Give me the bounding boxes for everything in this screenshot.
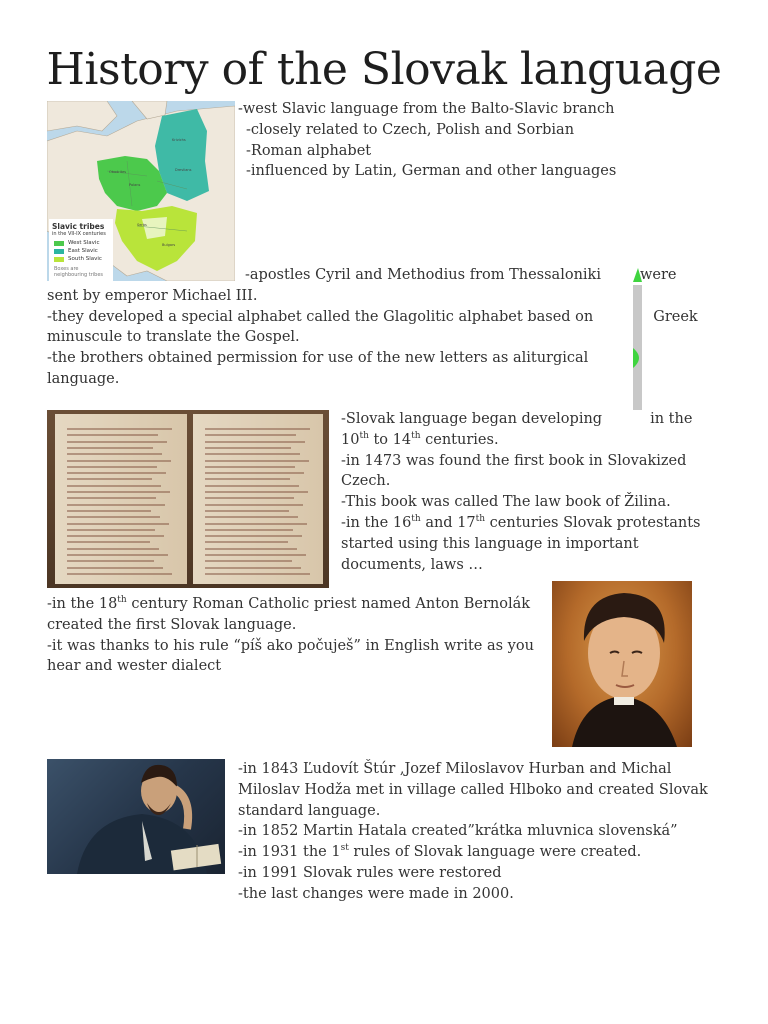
handwriting-line: [67, 573, 172, 575]
section-origin-text: [238, 99, 616, 182]
handwriting-line: [205, 434, 296, 436]
stur-painting-image: [47, 759, 225, 874]
svg-text:Polans: Polans: [129, 183, 141, 187]
handwriting-line: [205, 567, 301, 569]
handwriting-line: [67, 535, 164, 537]
text-line: documents, laws …: [341, 556, 483, 573]
handwriting-line: [67, 510, 151, 512]
handwriting-line: [67, 460, 171, 462]
text-line: started using this language in important: [341, 535, 639, 552]
slavic-tribes-map-image: [47, 101, 235, 281]
handwriting-line: [205, 510, 289, 512]
handwriting-line: [67, 523, 169, 525]
handwriting-line: [205, 541, 288, 543]
painting-drawing: [47, 759, 225, 874]
legend-note: Boxes are neighbouring tribes: [54, 266, 104, 278]
handwriting-line: [205, 573, 310, 575]
text-line: -the brothers obtained permission for use of the new letters as aliturgical: [47, 350, 589, 367]
handwriting-line: [67, 447, 153, 449]
text-line: -they developed a special alphabet called the Glagolitic alphabet based on: [47, 308, 594, 325]
section-development-text: -Slovak language began developing in the 10th to 14th centuries. -in 1473 was found the first book in Slovakized Czech. -This book was called The law book of Žilina. -in the 16th and 17th centuries Slovak protestants started using this language in important documents, laws …: [341, 409, 701, 575]
text-line: language.: [47, 370, 120, 387]
handwriting-line: [205, 428, 310, 430]
svg-text:Obodrites: Obodrites: [109, 170, 127, 174]
text-line: -Slovak language began developing: [341, 411, 603, 427]
handwriting-line: [205, 447, 291, 449]
handwriting-line: [205, 548, 297, 550]
legend-item-south: South Slavic: [54, 256, 113, 263]
handwriting-line: [205, 497, 294, 499]
svg-text:Drevlians: Drevlians: [175, 168, 192, 172]
text-line: Czech.: [341, 473, 391, 490]
handwriting-line: [67, 428, 172, 430]
section-bernolak-text: [47, 594, 534, 677]
handwriting-line: [205, 460, 309, 462]
handwriting-line: [205, 485, 299, 487]
text-line: -This book was called The law book of Žilina.: [341, 494, 671, 511]
section-cyril-methodius-text: -apostles Cyril and Methodius from Thessaloniki were sent by emperor Michael III. -they developed a special alphabet called the Glagolitic alphabet based on Greek minuscule to translate the Gospel. -the brothers obtained permission for use of the new letters as aliturgical language.: [47, 265, 698, 390]
svg-text:Krivichs: Krivichs: [172, 138, 186, 142]
handwriting-line: [67, 504, 165, 506]
legend-item-east: East Slavic: [54, 248, 113, 255]
handwriting-line: [67, 453, 162, 455]
text-line: -the last changes were made in 2000.: [238, 885, 514, 902]
bernolak-portrait-image: [552, 581, 692, 747]
text-line: standard language.: [238, 802, 381, 819]
legend-item-west: West Slavic: [54, 240, 113, 247]
svg-text:Serbs: Serbs: [137, 223, 147, 227]
text-line: -it was thanks to his rule “píš ako počuješ” in English write as you: [47, 637, 534, 654]
handwriting-line: [205, 472, 304, 474]
handwriting-line: [205, 560, 292, 562]
handwriting-line: [205, 491, 308, 493]
legend-subtitle: in the VII-IX centuries: [52, 231, 106, 237]
handwriting-line: [205, 453, 300, 455]
handwriting-line: [205, 504, 303, 506]
text-line: -apostles Cyril and Methodius from Thessaloniki: [245, 267, 601, 283]
text-line: hear and wester dialect: [47, 658, 222, 675]
handwriting-line: [67, 567, 163, 569]
handwriting-line: [67, 529, 155, 531]
handwriting-line: [67, 541, 150, 543]
text-line: sent by emperor Michael III.: [47, 287, 258, 304]
handwriting-line: [67, 497, 156, 499]
handwriting-line: [67, 472, 166, 474]
handwriting-line: [67, 516, 160, 518]
text-line: -influenced by Latin, German and other languages: [246, 163, 617, 180]
text-line: -in 1473 was found the first book in Slovakized: [341, 452, 687, 469]
handwriting-line: [205, 466, 295, 468]
text-line: 10th to 14th centuries.: [341, 430, 499, 448]
text-line: -closely related to Czech, Polish and Sorbian: [246, 121, 575, 138]
text-line: -in the 16th and 17th centuries Slovak protestants: [341, 514, 701, 531]
handwriting-line: [205, 535, 302, 537]
handwriting-line: [67, 548, 159, 550]
text-line: created the first Slovak language.: [47, 616, 297, 633]
handwriting-line: [67, 485, 161, 487]
section-stur-text: [238, 759, 708, 905]
handwriting-line: [205, 478, 290, 480]
handwriting-line: [67, 560, 154, 562]
legend-title: Slavic tribes: [52, 222, 105, 231]
handwriting-line: [67, 434, 158, 436]
handwriting-line: [67, 554, 168, 556]
handwriting-line: [205, 441, 305, 443]
handwriting-line: [67, 466, 157, 468]
portrait-drawing: [552, 581, 692, 747]
text-line: -in 1843 Ľudovít Štúr ,Jozef Miloslavov Hurban and Michal: [238, 761, 672, 777]
svg-text:Bulgars: Bulgars: [162, 243, 176, 247]
handwriting-line: [67, 441, 167, 443]
text-line: -in 1931 the 1st rules of Slovak language were created.: [238, 843, 642, 861]
text-line: Miloslav Hodža met in village called Hlboko and created Slovak: [238, 781, 708, 798]
handwriting-line: [205, 516, 298, 518]
text-line: -in the 18th century Roman Catholic priest named Anton Bernolák: [47, 595, 531, 612]
handwriting-line: [67, 478, 152, 480]
text-line: -west Slavic language from the Balto-Slavic branch: [238, 101, 615, 117]
handwriting-line: [67, 491, 170, 493]
page-title: History of the Slovak language: [46, 44, 722, 95]
text-line: -Roman alphabet: [246, 142, 372, 159]
handwriting-line: [205, 523, 307, 525]
text-line: -in 1852 Martin Hatala created”krátka mluvnica slovenská”: [238, 823, 678, 840]
text-line: -in 1991 Slovak rules were restored: [238, 864, 502, 881]
handwriting-line: [205, 554, 306, 556]
handwriting-line: [205, 529, 293, 531]
text-line: minuscule to translate the Gospel.: [47, 329, 300, 346]
law-book-zilina-image: [47, 410, 329, 588]
